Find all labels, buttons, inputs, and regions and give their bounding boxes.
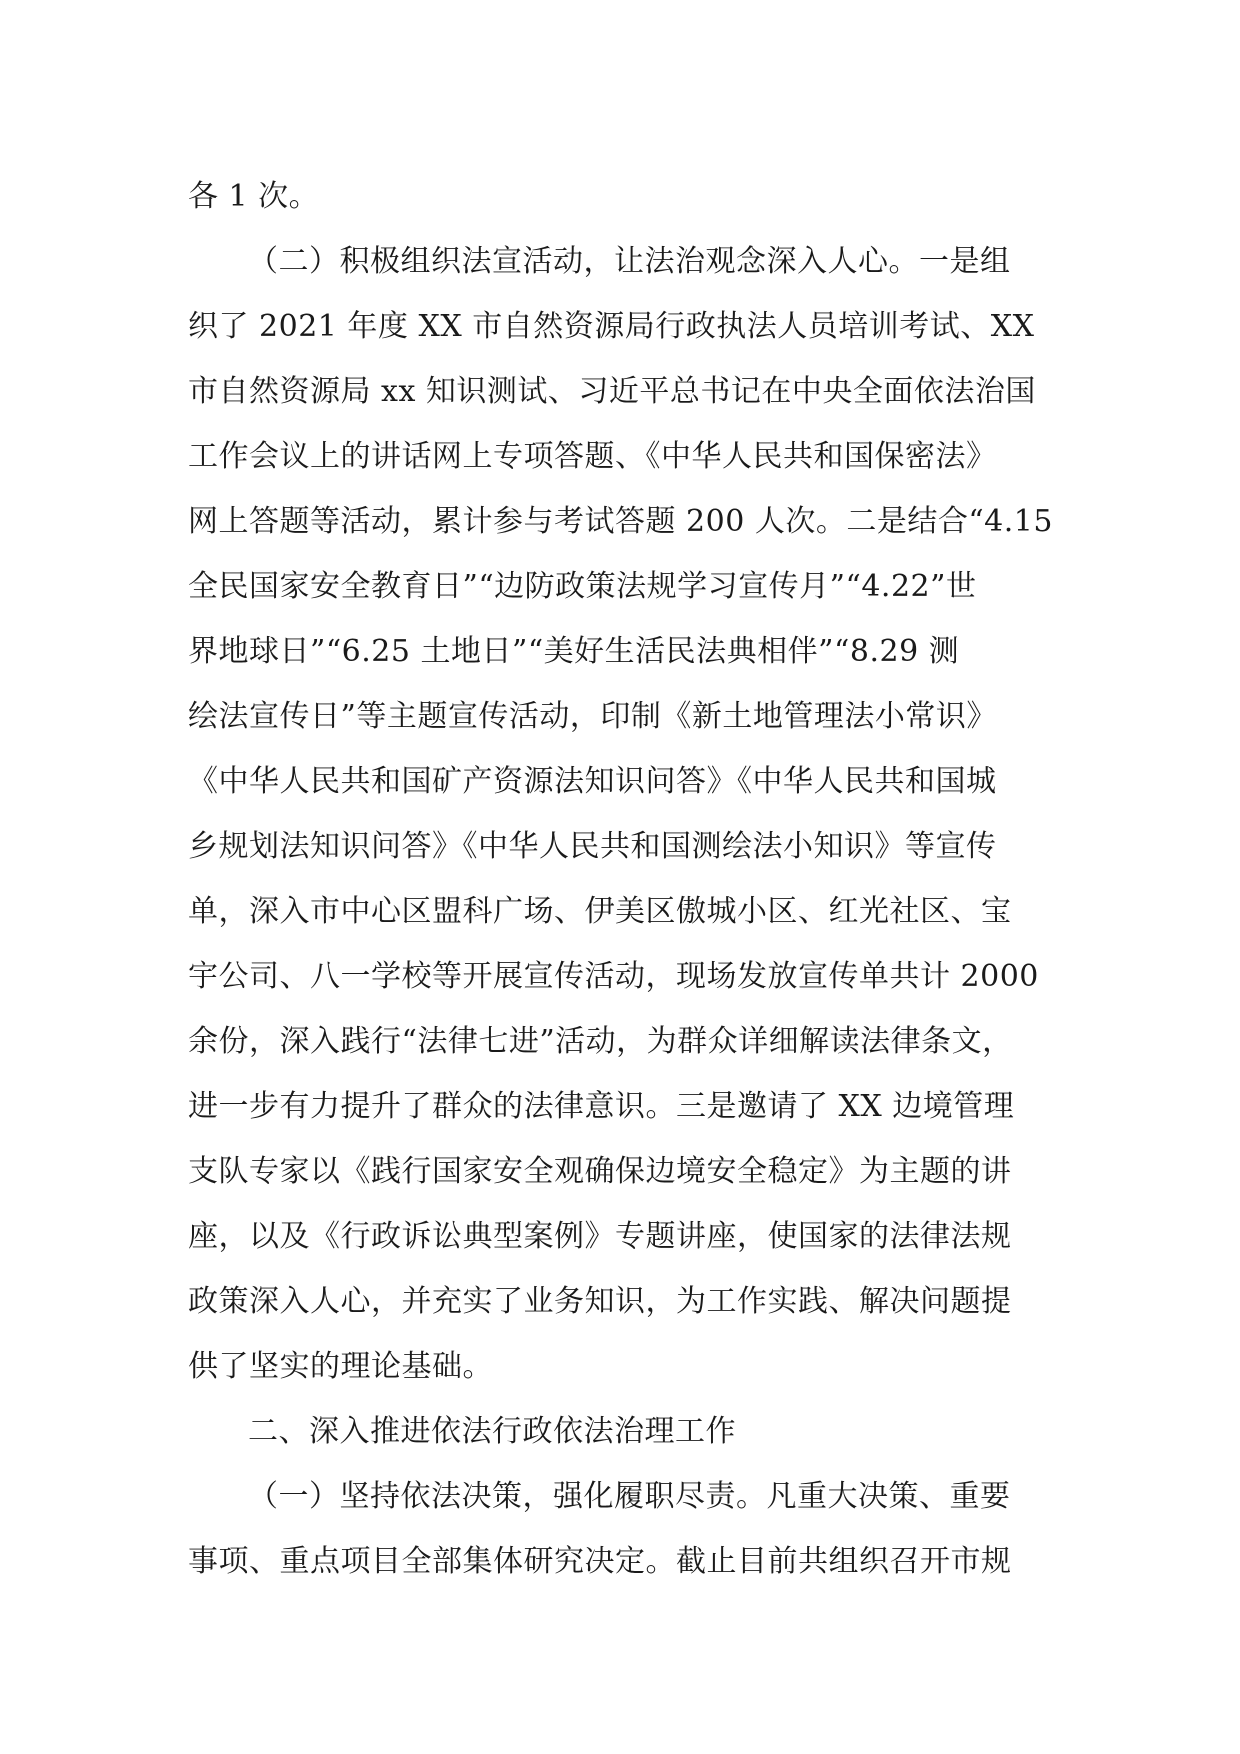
text-line: 市自然资源局 xx 知识测试、习近平总书记在中央全面依法治国 [188, 374, 1036, 409]
text-line: 全民国家安全教育日”“边防政策法规学习宣传月”“4.22”世 [188, 569, 977, 604]
text-line: 各 1 次。 [188, 179, 320, 214]
text-line: 支队专家以《践行国家安全观确保边境安全稳定》为主题的讲 [188, 1154, 1012, 1189]
text-line: 织了 2021 年度 XX 市自然资源局行政执法人员培训考试、XX [188, 309, 1035, 344]
text-line: 界地球日”“6.25 土地日”“美好生活民法典相伴”“8.29 测 [188, 634, 960, 669]
document-body [188, 164, 1058, 1594]
paragraph-heading-line: （一）坚持依法决策，强化履职尽责。凡重大决策、重要 [248, 1479, 1011, 1514]
text-line: 宇公司、八一学校等开展宣传活动，现场发放宣传单共计 2000 [188, 959, 1039, 994]
text-line: 事项、重点项目全部集体研究决定。截止目前共组织召开市规 [188, 1544, 1012, 1579]
text-line: 供了坚实的理论基础。 [188, 1349, 493, 1384]
section-heading: 二、深入推进依法行政依法治理工作 [248, 1414, 736, 1449]
text-line: 网上答题等活动，累计参与考试答题 200 人次。二是结合“4.15 [188, 504, 1053, 539]
text-line: 绘法宣传日”等主题宣传活动，印制《新土地管理法小常识》 [188, 699, 997, 734]
text-line: 单，深入市中心区盟科广场、伊美区傲城小区、红光社区、宝 [188, 894, 1012, 929]
text-line: 政策深入人心，并充实了业务知识，为工作实践、解决问题提 [188, 1284, 1012, 1319]
text-line: 工作会议上的讲话网上专项答题、《中华人民共和国保密法》 [188, 439, 997, 474]
text-line: 进一步有力提升了群众的法律意识。三是邀请了 XX 边境管理 [188, 1089, 1015, 1124]
paragraph-heading-line: （二）积极组织法宣活动，让法治观念深入人心。一是组 [248, 244, 1011, 279]
text-line: 《中华人民共和国矿产资源法知识问答》《中华人民共和国城 [188, 764, 997, 799]
text-line: 乡规划法知识问答》《中华人民共和国测绘法小知识》等宣传 [188, 829, 997, 864]
text-line: 座，以及《行政诉讼典型案例》专题讲座，使国家的法律法规 [188, 1219, 1012, 1254]
text-line: 余份，深入践行“法律七进”活动，为群众详细解读法律条文， [188, 1024, 1013, 1059]
